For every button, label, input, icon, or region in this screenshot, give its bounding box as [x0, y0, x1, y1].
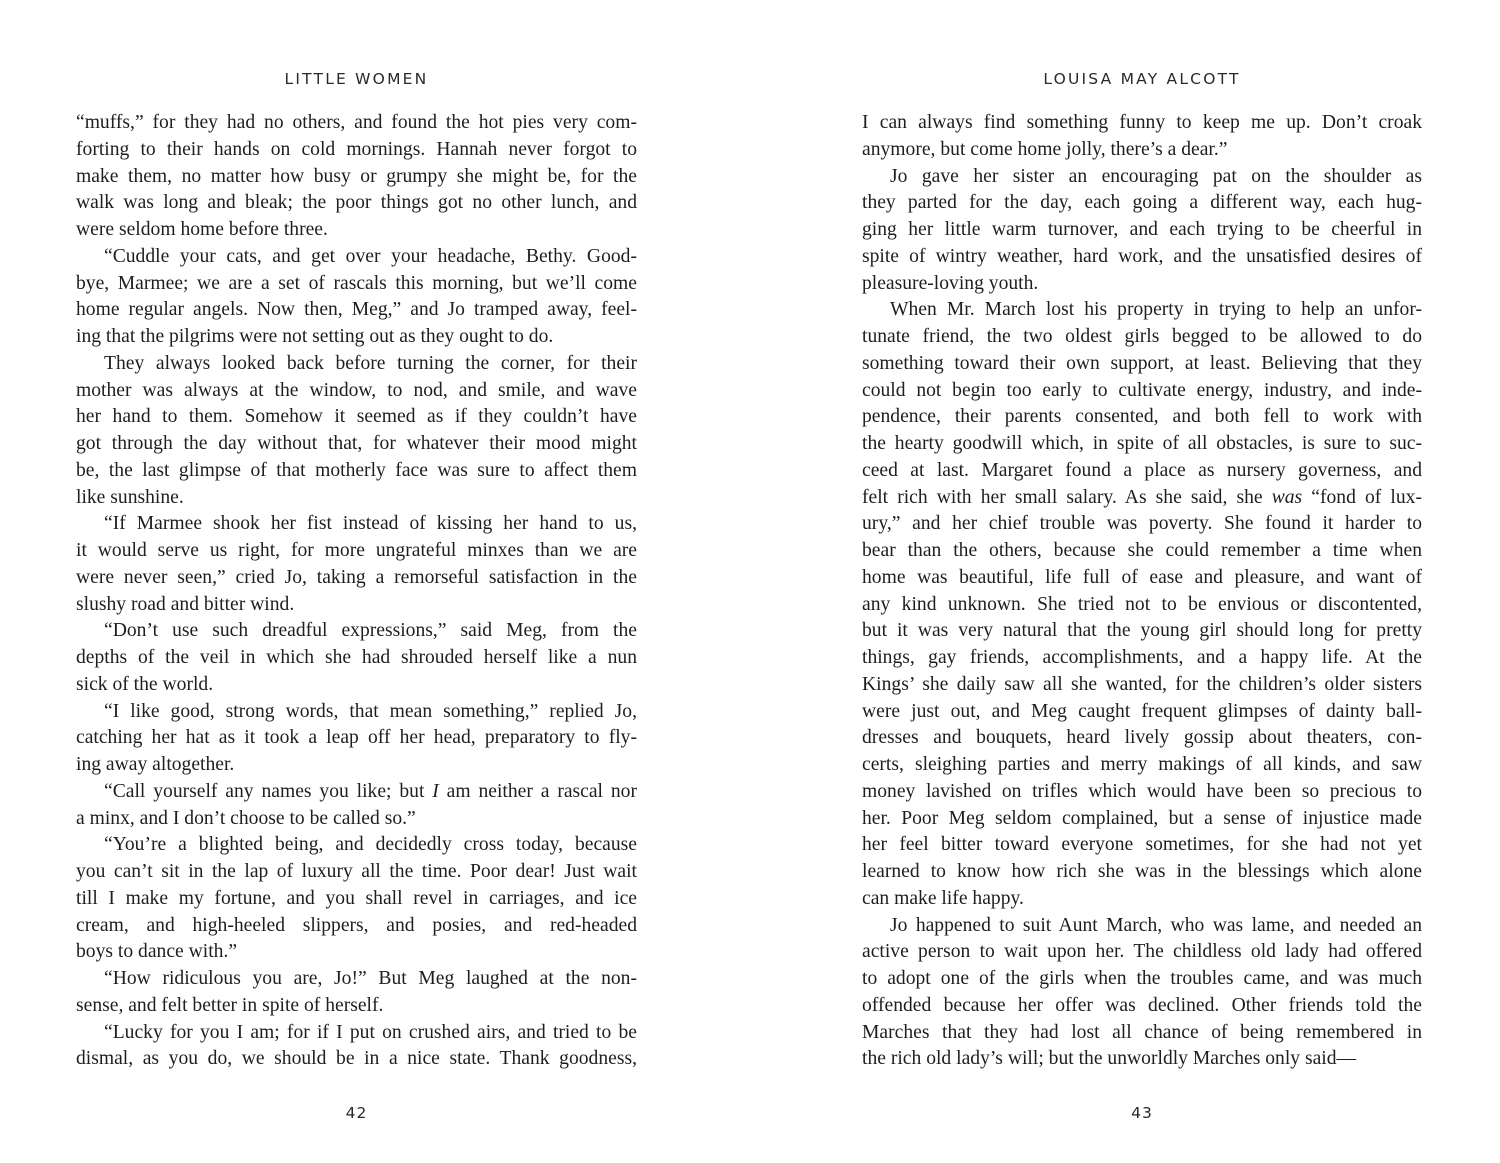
text-line: spite of wintry weather, hard work, and the unsatisfied desires of: [862, 245, 1422, 267]
text-line: anymore, but come home jolly, there’s a dear.”: [862, 138, 1228, 160]
text-line: dismal, as you do, we should be in a nice state. Thank goodness,: [76, 1048, 637, 1070]
page-number: 43: [1131, 1104, 1153, 1122]
text-line: ury,” and her chief trouble was poverty. She found it harder to: [862, 513, 1422, 535]
text-line: any kind unknown. She tried not to be envious or discontented,: [862, 593, 1422, 615]
text-line: ging her little warm turnover, and each trying to be cheerful in: [862, 219, 1422, 240]
running-head: LOUISA MAY ALCOTT: [1043, 70, 1241, 88]
text-line: “Cuddle your cats, and get over your headache, Bethy. Good-: [104, 245, 637, 267]
text-line: forting to their hands on cold mornings. Hannah never forgot to: [76, 138, 637, 160]
text-line: depths of the veil in which she had shrouded herself like a nun: [76, 647, 637, 668]
text-line: could not begin too early to cultivate energy, industry, and inde-: [862, 379, 1422, 401]
text-line: tunate friend, the two oldest girls begged to be allowed to do: [862, 326, 1422, 347]
text-run: am neither a rascal nor: [438, 780, 637, 802]
text-line: slushy road and bitter wind.: [76, 593, 295, 615]
text-line: a minx, and I don’t choose to be called so.”: [76, 807, 416, 829]
emphasis: was: [1271, 486, 1303, 508]
text-line: pendence, their parents consented, and both fell to work with: [862, 406, 1422, 428]
text-line: “If Marmee shook her fist instead of kissing her hand to us,: [104, 513, 637, 535]
text-line: Marches that they had lost all chance of being remembered in: [862, 1021, 1422, 1043]
text-line: active person to wait upon her. The childless old lady had offered: [862, 941, 1422, 963]
text-line: “How ridiculous you are, Jo!” But Meg laughed at the non-: [104, 968, 637, 989]
text-line: [76, 779, 637, 806]
text-line: were never seen,” cried Jo, taking a remorseful satisfaction in the: [76, 566, 637, 588]
text-line: ing that the pilgrims were not setting out as they ought to do.: [76, 326, 554, 347]
text-line: bye, Marmee; we are a set of rascals this morning, but we’ll come: [76, 272, 637, 294]
text-line: her feel bitter toward everyone sometimes, for she had not yet: [862, 834, 1422, 856]
body-text: [76, 110, 637, 1073]
text-line: mother was always at the window, to nod, and smile, and wave: [76, 379, 637, 401]
text-line: ceed at last. Margaret found a place as nursery governess, and: [862, 459, 1422, 481]
text-line: were just out, and Meg caught frequent glimpses of dainty ball-: [862, 700, 1422, 722]
text-line: to adopt one of the girls when the troubles came, and was much: [862, 968, 1422, 989]
text-line: things, gay friends, accomplishments, and a happy life. At the: [862, 647, 1422, 668]
text-line: till I make my fortune, and you shall revel in carriages, and ice: [76, 887, 637, 909]
text-run: “fond of lux-: [1302, 486, 1422, 508]
text-line: catching her hat as it took a leap off her head, preparatory to fly-: [76, 727, 637, 749]
text-line: got through the day without that, for whatever their mood might: [76, 433, 637, 454]
page-number: 42: [345, 1104, 368, 1122]
text-line: Jo gave her sister an encouraging pat on the shoulder as: [890, 165, 1422, 187]
text-line: be, the last glimpse of that motherly face was sure to affect them: [76, 459, 637, 481]
text-line: but it was very natural that the young girl should long for pretty: [862, 620, 1422, 642]
text-line: the rich old lady’s will; but the unworldly Marches only said—: [862, 1048, 1357, 1070]
text-line: sense, and felt better in spite of herself.: [76, 994, 384, 1016]
text-line: When Mr. March lost his property in trying to help an unfor-: [890, 299, 1422, 321]
text-line: offended because her offer was declined. Other friends told the: [862, 994, 1422, 1016]
text-line: were seldom home before three.: [76, 219, 328, 240]
text-line: [862, 485, 1422, 512]
text-line: Kings’ she daily saw all she wanted, for the children’s older sisters: [862, 673, 1422, 695]
text-line: her hand to them. Somehow it seemed as if they couldn’t have: [76, 406, 637, 428]
text-line: cream, and high-heeled slippers, and posies, and red-headed: [76, 914, 637, 936]
text-line: pleasure-loving youth.: [862, 272, 1039, 294]
text-line: something toward their own support, at least. Believing that they: [862, 352, 1422, 374]
text-line: learned to know how rich she was in the blessings which alone: [862, 861, 1422, 882]
text-line: you can’t sit in the lap of luxury all the time. Poor dear! Just wait: [76, 861, 637, 882]
text-line: “Don’t use such dreadful expressions,” said Meg, from the: [104, 620, 637, 642]
text-line: home was beautiful, life full of ease and pleasure, and want of: [862, 566, 1422, 588]
text-run: “Call yourself any names you like; but: [104, 780, 433, 802]
text-line: sick of the world.: [76, 673, 214, 695]
text-line: “muffs,” for they had no others, and found the hot pies very com-: [76, 112, 637, 133]
text-line: dresses and bouquets, heard lively gossip about theaters, con-: [862, 727, 1422, 749]
text-line: can make life happy.: [862, 887, 1024, 909]
text-line: boys to dance with.”: [76, 941, 238, 963]
running-head: LITTLE WOMEN: [284, 70, 429, 88]
text-run: felt rich with her small salary. As she said, she: [862, 486, 1272, 508]
text-line: “You’re a blighted being, and decidedly cross today, because: [104, 834, 637, 856]
text-line: home regular angels. Now then, Meg,” and Jo tramped away, feel-: [76, 299, 637, 321]
text-line: ing away altogether.: [76, 754, 235, 775]
text-line: they parted for the day, each going a different way, each hug-: [862, 192, 1422, 214]
text-line: money lavished on trifles which would have been so precious to: [862, 780, 1422, 802]
text-line: Jo happened to suit Aunt March, who was lame, and needed an: [890, 914, 1422, 936]
text-line: They always looked back before turning the corner, for their: [104, 352, 637, 374]
text-line: bear than the others, because she could remember a time when: [862, 540, 1422, 561]
text-line: “I like good, strong words, that mean something,” replied Jo,: [104, 700, 637, 722]
text-line: “Lucky for you I am; for if I put on crushed airs, and tried to be: [104, 1021, 637, 1043]
text-line: like sunshine.: [76, 486, 184, 508]
text-line: I can always find something funny to keep me up. Don’t croak: [862, 112, 1422, 133]
text-line: walk was long and bleak; the poor things got no other lunch, and: [76, 192, 637, 214]
text-line: the hearty goodwill which, in spite of all obstacles, is sure to suc-: [862, 433, 1422, 454]
text-line: make them, no matter how busy or grumpy she might be, for the: [76, 165, 637, 187]
emphasis: I: [432, 780, 439, 802]
right-page: [750, 0, 1500, 1163]
body-text: [862, 110, 1422, 1073]
text-line: it would serve us right, for more ungrateful minxes than we are: [76, 540, 637, 561]
text-line: certs, sleighing parties and merry makings of all kinds, and saw: [862, 754, 1422, 775]
text-line: her. Poor Meg seldom complained, but a sense of injustice made: [862, 807, 1422, 829]
